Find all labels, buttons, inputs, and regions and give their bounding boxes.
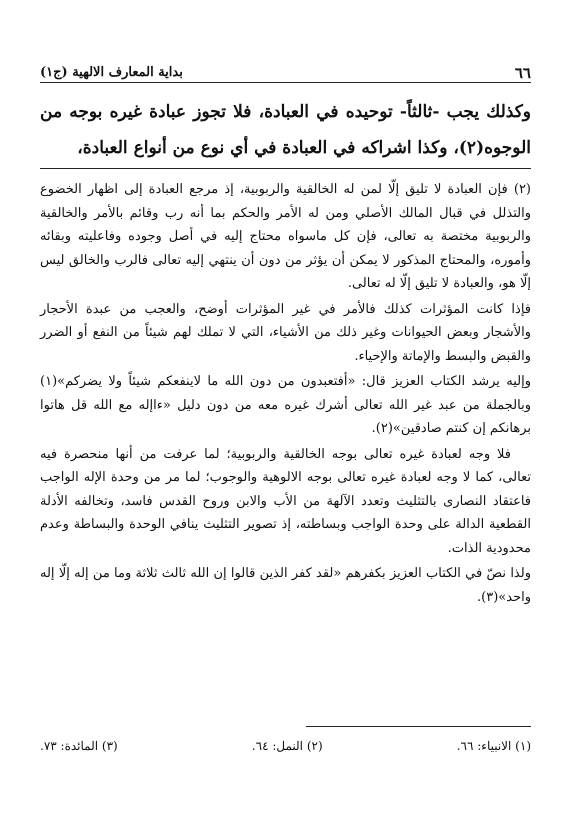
note-paragraph: ولذا نصّ في الكتاب العزيز بكفرهم «لقد كفر الذين قالوا إن الله ثالث ثلاثة وما من إله إلّا إله واحد»(٣). bbox=[40, 566, 531, 605]
page-number: ٦٦ bbox=[514, 64, 531, 82]
note-paragraph: فلا وجه لعبادة غيره تعالى بوجه الخالقية والربوبية؛ لما عرفت من أنها منحصرة فيه تعالى، كما لا وجه لعبادة غيره تعالى بوجه الالوهية والوجوب؛ لما مر من وحدة الإله الواجب فاعتقاد النصارى بالتثليث وتعدد الآلهة من الأب والابن وروح القدس فاسد، وتخالفه الأدلة القطعية الدالة على وحدة الواجب وبساطته، إذ تصوير التثليث ينافي الوحدة والبساطة وعدم محدودية الذات. bbox=[40, 446, 531, 556]
note-paragraph: (٢) فإن العبادة لا تليق إلّا لمن له الخالقية والربوبية، إذ مرجع العبادة إلى اظهار الخضوع والتذلل في قبال المالك الأصلي ومن له الأمر والحكم بما أنه رب وقائم بالأمر والخالقية والربوبية مختصة به تعالى، فإن كل ماسواه محتاج إليه في أصل وجوده وفاعليته وبقائه وأموره، والمحتاج المذكور لا يمكن أن يؤثر من دون أن ينتهي إليه تعالى فالرب والخالق ليس إلّا هو، والعبادة لا تليق إلّا له تعالى. bbox=[40, 182, 531, 291]
footnotes bbox=[40, 738, 531, 754]
main-text bbox=[40, 94, 531, 166]
page-header bbox=[40, 60, 531, 82]
running-title: بداية المعارف الالهية (ج١) bbox=[40, 65, 183, 80]
note-paragraph: وإليه يرشد الكتاب العزيز قال: «أفتعبدون من دون الله ما لاينفعكم شيئاً ولا يضركم»(١) وبالجملة من عبد غير الله تعالى أشرك غيره معه من دون دليل «ءاإله مع الله قل هاتوا برهانكم إن كنتم صادقين»(٢). bbox=[40, 374, 531, 436]
footnote-3: (٣) المائدة: ٧٣. bbox=[40, 739, 118, 753]
footnote-2: (٢) النمل: ٦٤. bbox=[251, 739, 323, 753]
footnote-rule bbox=[306, 726, 531, 727]
note-paragraph: فإذا كانت المؤثرات كذلك فالأمر في غير المؤثرات أوضح، والعجب من عبدة الأحجار والأشجار وبعض الحيوانات وغير ذلك من الأشياء، التي لا تملك لهم شيئاً من النفع أو الضرر والقبض والبسط والإماتة والإحياء. bbox=[40, 301, 531, 364]
footnote-1: (١) الانبياء: ٦٦. bbox=[456, 739, 531, 753]
body-separator-rule bbox=[40, 168, 531, 169]
main-paragraph: وكذلك يجب -ثالثاً- توحيده في العبادة، فلا تجوز عبادة غيره بوجه من الوجوه(٢)، وكذا اشراكه في العبادة في أي نوع من أنواع العبادة، bbox=[40, 102, 531, 158]
commentary-notes bbox=[40, 178, 531, 611]
header-rule bbox=[40, 82, 531, 83]
